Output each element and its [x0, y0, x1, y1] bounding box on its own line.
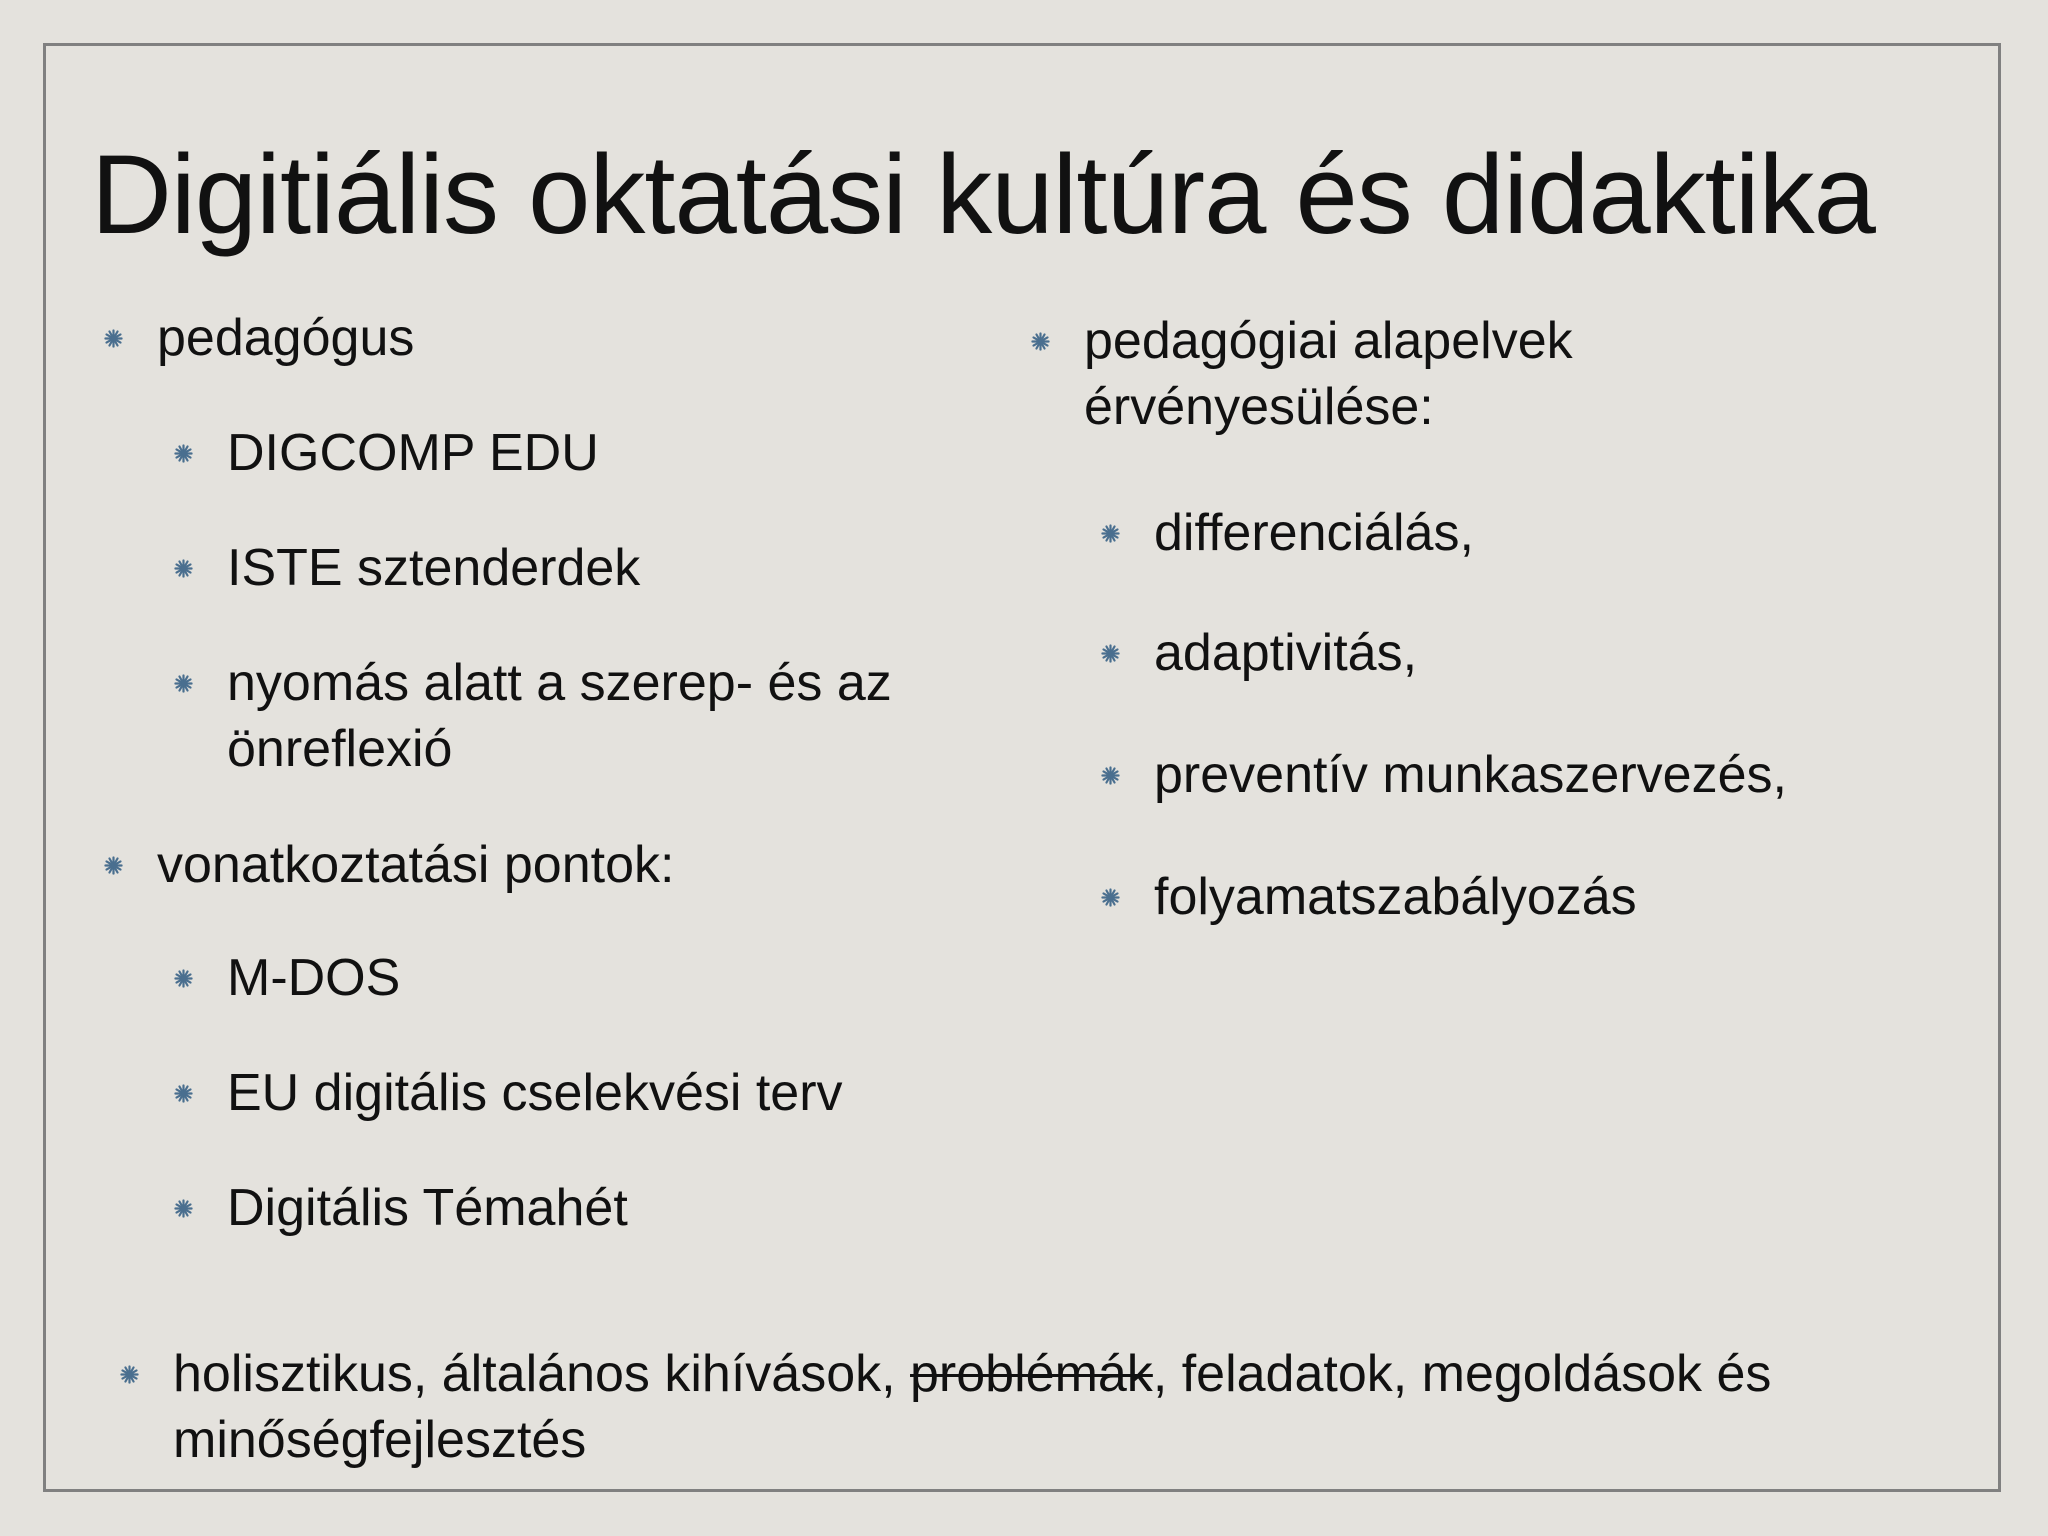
bullet-digcomp [227, 420, 599, 486]
asterisk-bullet-icon [174, 444, 193, 463]
bullet-alapelvek [1084, 308, 1573, 440]
bullet-text: pedagógiai alapelvek [1084, 312, 1573, 370]
bullet-text: vonatkoztatási pontok: [157, 836, 675, 894]
asterisk-bullet-icon [104, 856, 123, 875]
bullet-iste [227, 535, 640, 601]
bullet-mdos [227, 945, 400, 1011]
bullet-differencialas [1154, 500, 1474, 566]
asterisk-bullet-icon [1101, 766, 1120, 785]
asterisk-bullet-icon [1101, 888, 1120, 907]
bullet-preventiv [1154, 742, 1787, 808]
bullet-text: holisztikus, általános kihívások, [173, 1345, 911, 1403]
bullet-text: differenciálás, [1154, 504, 1474, 562]
asterisk-bullet-icon [174, 674, 193, 693]
asterisk-bullet-icon [1031, 332, 1050, 351]
bullet-text: DIGCOMP EDU [227, 424, 599, 482]
asterisk-bullet-icon [174, 559, 193, 578]
asterisk-bullet-icon [104, 329, 123, 348]
bullet-nyomas [227, 650, 892, 782]
asterisk-bullet-icon [1101, 644, 1120, 663]
bullet-text: Digitális Témahét [227, 1179, 628, 1237]
bullet-text: M-DOS [227, 949, 401, 1007]
bullet-vonatkoztatasi [157, 832, 674, 898]
bullet-folyamat [1154, 864, 1637, 930]
bullet-text-continued: minőségfejlesztés [173, 1411, 587, 1469]
bullet-adaptivitas [1154, 620, 1417, 686]
bullet-text: pedagógus [157, 309, 415, 367]
struck-text: problémák [910, 1345, 1153, 1403]
asterisk-bullet-icon [174, 1199, 193, 1218]
bullet-temahet [227, 1175, 628, 1241]
bullet-eu [227, 1060, 843, 1126]
bullet-text: ISTE sztenderdek [227, 539, 641, 597]
asterisk-bullet-icon [174, 1084, 193, 1103]
bullet-text: adaptivitás, [1154, 624, 1418, 682]
bullet-text-end: , feladatok, megoldások és [1152, 1345, 1772, 1403]
bullet-text: folyamatszabályozás [1154, 868, 1637, 926]
bullet-text: nyomás alatt a szerep- és az [227, 654, 892, 712]
asterisk-bullet-icon [1101, 524, 1120, 543]
bullet-holisztikus [173, 1341, 1771, 1473]
bullet-text-continued: érvényesülése: [1084, 378, 1434, 436]
bullet-text: preventív munkaszervezés, [1154, 746, 1787, 804]
asterisk-bullet-icon [120, 1365, 139, 1384]
bullet-text-continued: önreflexió [227, 720, 453, 778]
bullet-pedagogus [157, 305, 414, 371]
bullet-text: EU digitális cselekvési terv [227, 1064, 843, 1122]
slide-title: Digitiális oktatási kultúra és didaktika [91, 132, 1875, 257]
asterisk-bullet-icon [174, 969, 193, 988]
